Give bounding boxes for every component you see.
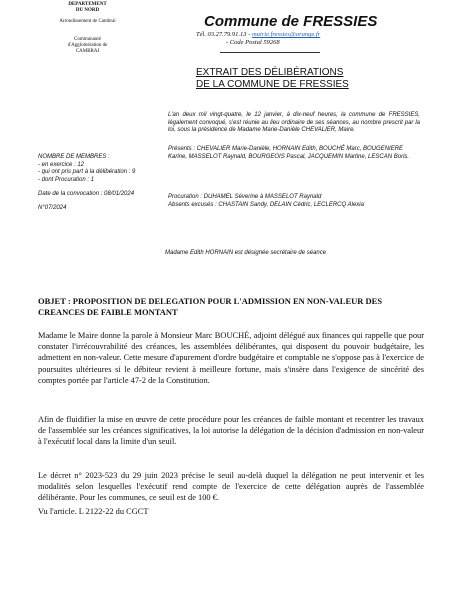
contact-block: Tél. 03.27.79.91.13 - mairie.fressies@orange.fr - Code Postal 59268 [196, 31, 321, 46]
members-en-exercice: - en exercice : 12 [38, 161, 85, 168]
deliberation-number: N°07/2024 [38, 204, 67, 211]
extract-title [196, 67, 349, 91]
communaute-line2: d'Agglomération de [67, 43, 108, 48]
members-block [38, 154, 166, 212]
intro-text: L'an deux mil vingt-quatre, le 12 janvier, à dix-neuf heures, la commune de FRESSIES, légalement convoqué, s'est réunie au lieu ordinaire de ses séances, au nombre prescrit par la loi, sous la présidence de Madame Marie-Danièle CHEVALIER, Maire. [168, 112, 420, 133]
communaute-line3: CAMBRAI [75, 49, 100, 54]
members-procuration: - dont Procuration : 1 [38, 176, 95, 183]
paragraph-3: Le décret n° 2023-523 du 29 juin 2023 précise le seuil au-delà duquel la délégation ne peut intervenir et les modalités selon lesquelles l'exécutif rend compte de l'exercice de cette délégation auprès de l'assemblée délibérante. Pour les communes, ce seuil est de 100 €. [38, 471, 424, 503]
procuration-block [168, 194, 420, 209]
procuration-text: Procuration : DUHAMEL Séverine à MASSELOT Raynald [168, 194, 322, 200]
absents-text: Absents excusés : CHASTAIN Sandy, DELAIN Cédric, LECLERCQ Alexia [168, 201, 364, 208]
commune-title: Commune de FRESSIES [204, 13, 378, 30]
paragraph-1: Madame le Maire donne la parole à Monsieur Marc BOUCHÉ, adjoint délégué aux finances qui rappelle que pour constater l'irrécouvrabilité des créances, les assemblées délibérantes, qui disposent du pouvoir budgétaire, les admettent en non-valeur. Cette mesure d'apurement d'ordre budgétaire et comptable ne s'oppose pas à l'exercice de poursuites ultérieures si le débiteur revient à meilleure fortune, mais s'insère dans l'exigence de sincérité des comptes portée par l'article 47-2 de la Constitution. [38, 331, 424, 385]
arrondissement: Arrondissement de Cambrai [59, 19, 116, 24]
header-divider [220, 52, 320, 53]
communaute-line1: Communauté [74, 37, 101, 42]
secretary-text: Madame Edith HORNAIN est désignée secrétaire de séance [165, 250, 327, 256]
members-pris-part: - qui ont pris part à la délibération : 9 [38, 169, 136, 175]
presents-text: Présents : CHEVALIER Marie-Danièle, HORNAIN Edith, BOUCHÉ Marc, BOUGENIERE Karine, MASSELOT Raynald, BOURGEOIS Pascal, JACQUEMIN Martine, LESCAN Boris. [168, 146, 410, 160]
department-line2: DU NORD [75, 8, 100, 13]
email-link[interactable]: mairie.fressies@orange.fr [251, 31, 321, 38]
members-title: NOMBRE DE MEMBRES : [38, 154, 110, 160]
department-block [40, 2, 135, 55]
extract-title-line1: EXTRAIT DES DÉLIBÉRATIONS [196, 67, 344, 78]
department-line1: DEPARTEMENT [68, 2, 107, 7]
paragraph-4: Vu l'article. L 2122-22 du CGCT [38, 507, 149, 516]
objet-heading: OBJET : PROPOSITION DE DELEGATION POUR L'ADMISSION EN NON-VALEUR DES CREANCES DE FAIBLE MONTANT [38, 296, 383, 317]
postal-code: Code Postal 59268 [229, 39, 280, 46]
phone-number: Tél. 03.27.79.91.13 [196, 31, 247, 38]
convocation-date: Date de la convocation : 08/01/2024 [38, 191, 135, 197]
paragraph-2: Afin de fluidifier la mise en œuvre de cette procédure pour les créances de faible montant et recentrer les travaux de l'assemblée sur les créances significatives, la loi autorise la délégation de la décision d'admission en non-valeur à l'exécutif local dans la limite d'un seuil. [38, 415, 424, 447]
extract-title-line2: DE LA COMMUNE DE FRESSIES [196, 79, 349, 90]
